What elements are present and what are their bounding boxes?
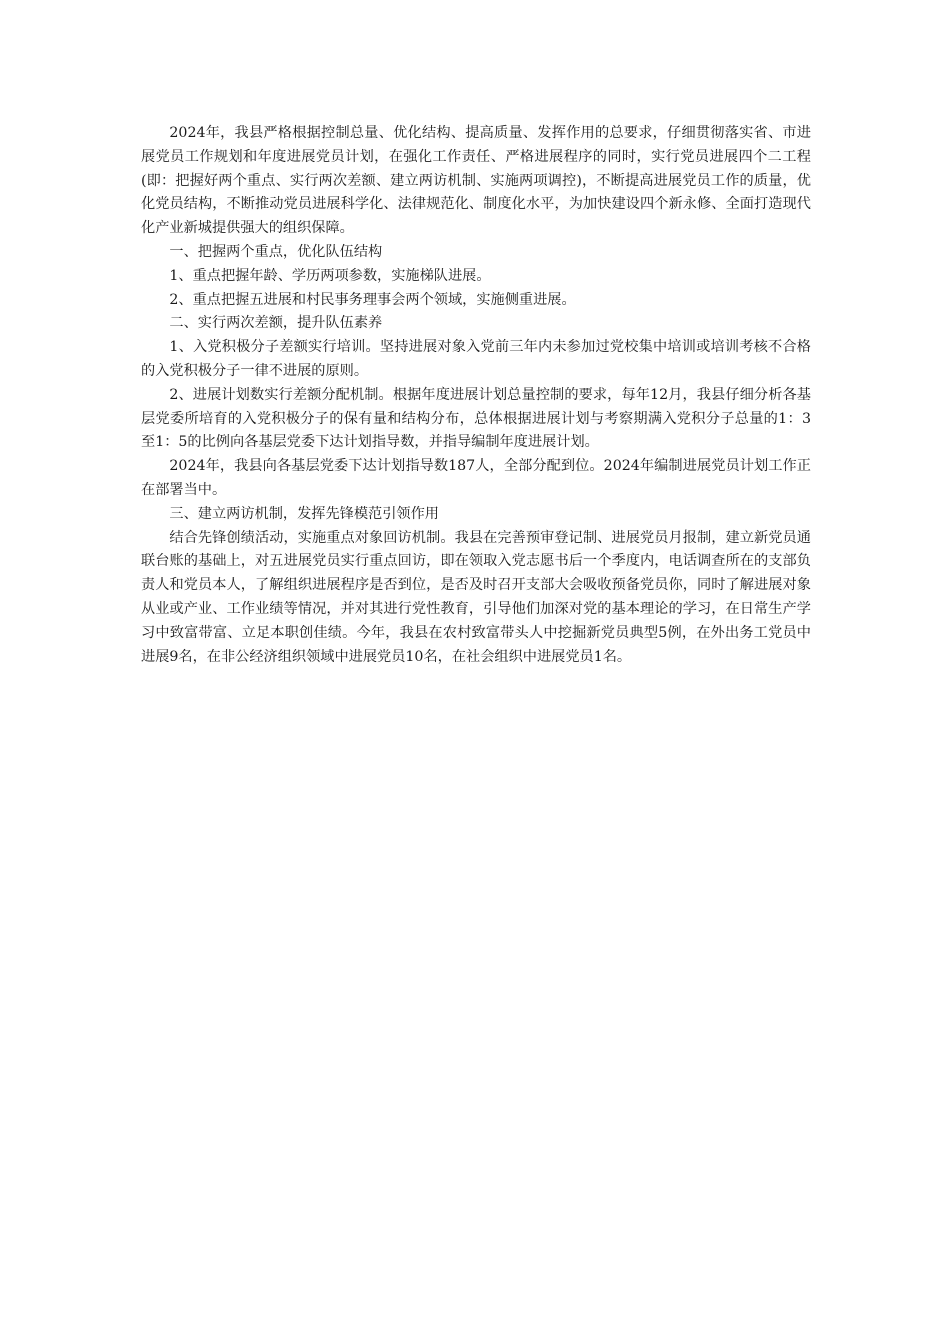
section-heading-2: 二、实行两次差额，提升队伍素养	[169, 315, 383, 332]
plan-paragraph: 2024年，我县向各基层党委下达计划指导数187人，全部分配到位。2024年编制进展党员计划工作正在部署当中。	[141, 458, 811, 498]
list-item-1-1: 1、重点把握年龄、学历两项参数，实施梯队进展。	[169, 267, 491, 284]
revisit-paragraph: 结合先锋创绩活动，实施重点对象回访机制。我县在完善预审登记制、进展党员月报制，建立新党员通联台账的基础上，对五进展党员实行重点回访，即在领取入党志愿书后一个季度内，电话调查所在的支部负责人和党员本人，了解组织进展程序是否到位，是否及时召开支部大会吸收预备党员你，同时了解进展对象从业或产业、工作业绩等情况，并对其进行党性教育，引导他们加深对党的基本理论的学习，在日常生产学习中致富带富、立足本职创佳绩。今年，我县在农村致富带头人中挖掘新党员典型5例，在外出务工党员中进展9名，在非公经济组织领域中进展党员10名，在社会组织中进展党员1名。	[141, 529, 811, 665]
document-body	[141, 122, 811, 669]
intro-paragraph: 2024年，我县严格根据控制总量、优化结构、提高质量、发挥作用的总要求，仔细贯彻落实省、市进展党员工作规划和年度进展党员计划，在强化工作责任、严格进展程序的同时，实行党员进展四个二工程(即：把握好两个重点、实行两次差额、建立两访机制、实施两项调控)，不断提高进展党员工作的质量，优化党员结构，不断推动党员进展科学化、法律规范化、制度化水平，为加快建设四个新永修、全面打造现代化产业新城提供强大的组织保障。	[141, 125, 811, 237]
list-item-2-2: 2、进展计划数实行差额分配机制。根据年度进展计划总量控制的要求，每年12月，我县仔细分析各基层党委所培育的入党积极分子的保有量和结构分布，总体根据进展计划与考察期满入党积分子总量的1：3至1：5的比例向各基层党委下达计划指导数，并指导编制年度进展计划。	[141, 386, 811, 451]
list-item-2-1: 1、入党积极分子差额实行培训。坚持进展对象入党前三年内未参加过党校集中培训或培训考核不合格的入党积极分子一律不进展的原则。	[141, 339, 811, 379]
section-heading-3: 三、建立两访机制，发挥先锋模范引领作用	[169, 505, 439, 522]
section-heading-1: 一、把握两个重点，优化队伍结构	[169, 243, 383, 260]
list-item-1-2: 2、重点把握五进展和村民事务理事会两个领域，实施侧重进展。	[169, 291, 576, 308]
